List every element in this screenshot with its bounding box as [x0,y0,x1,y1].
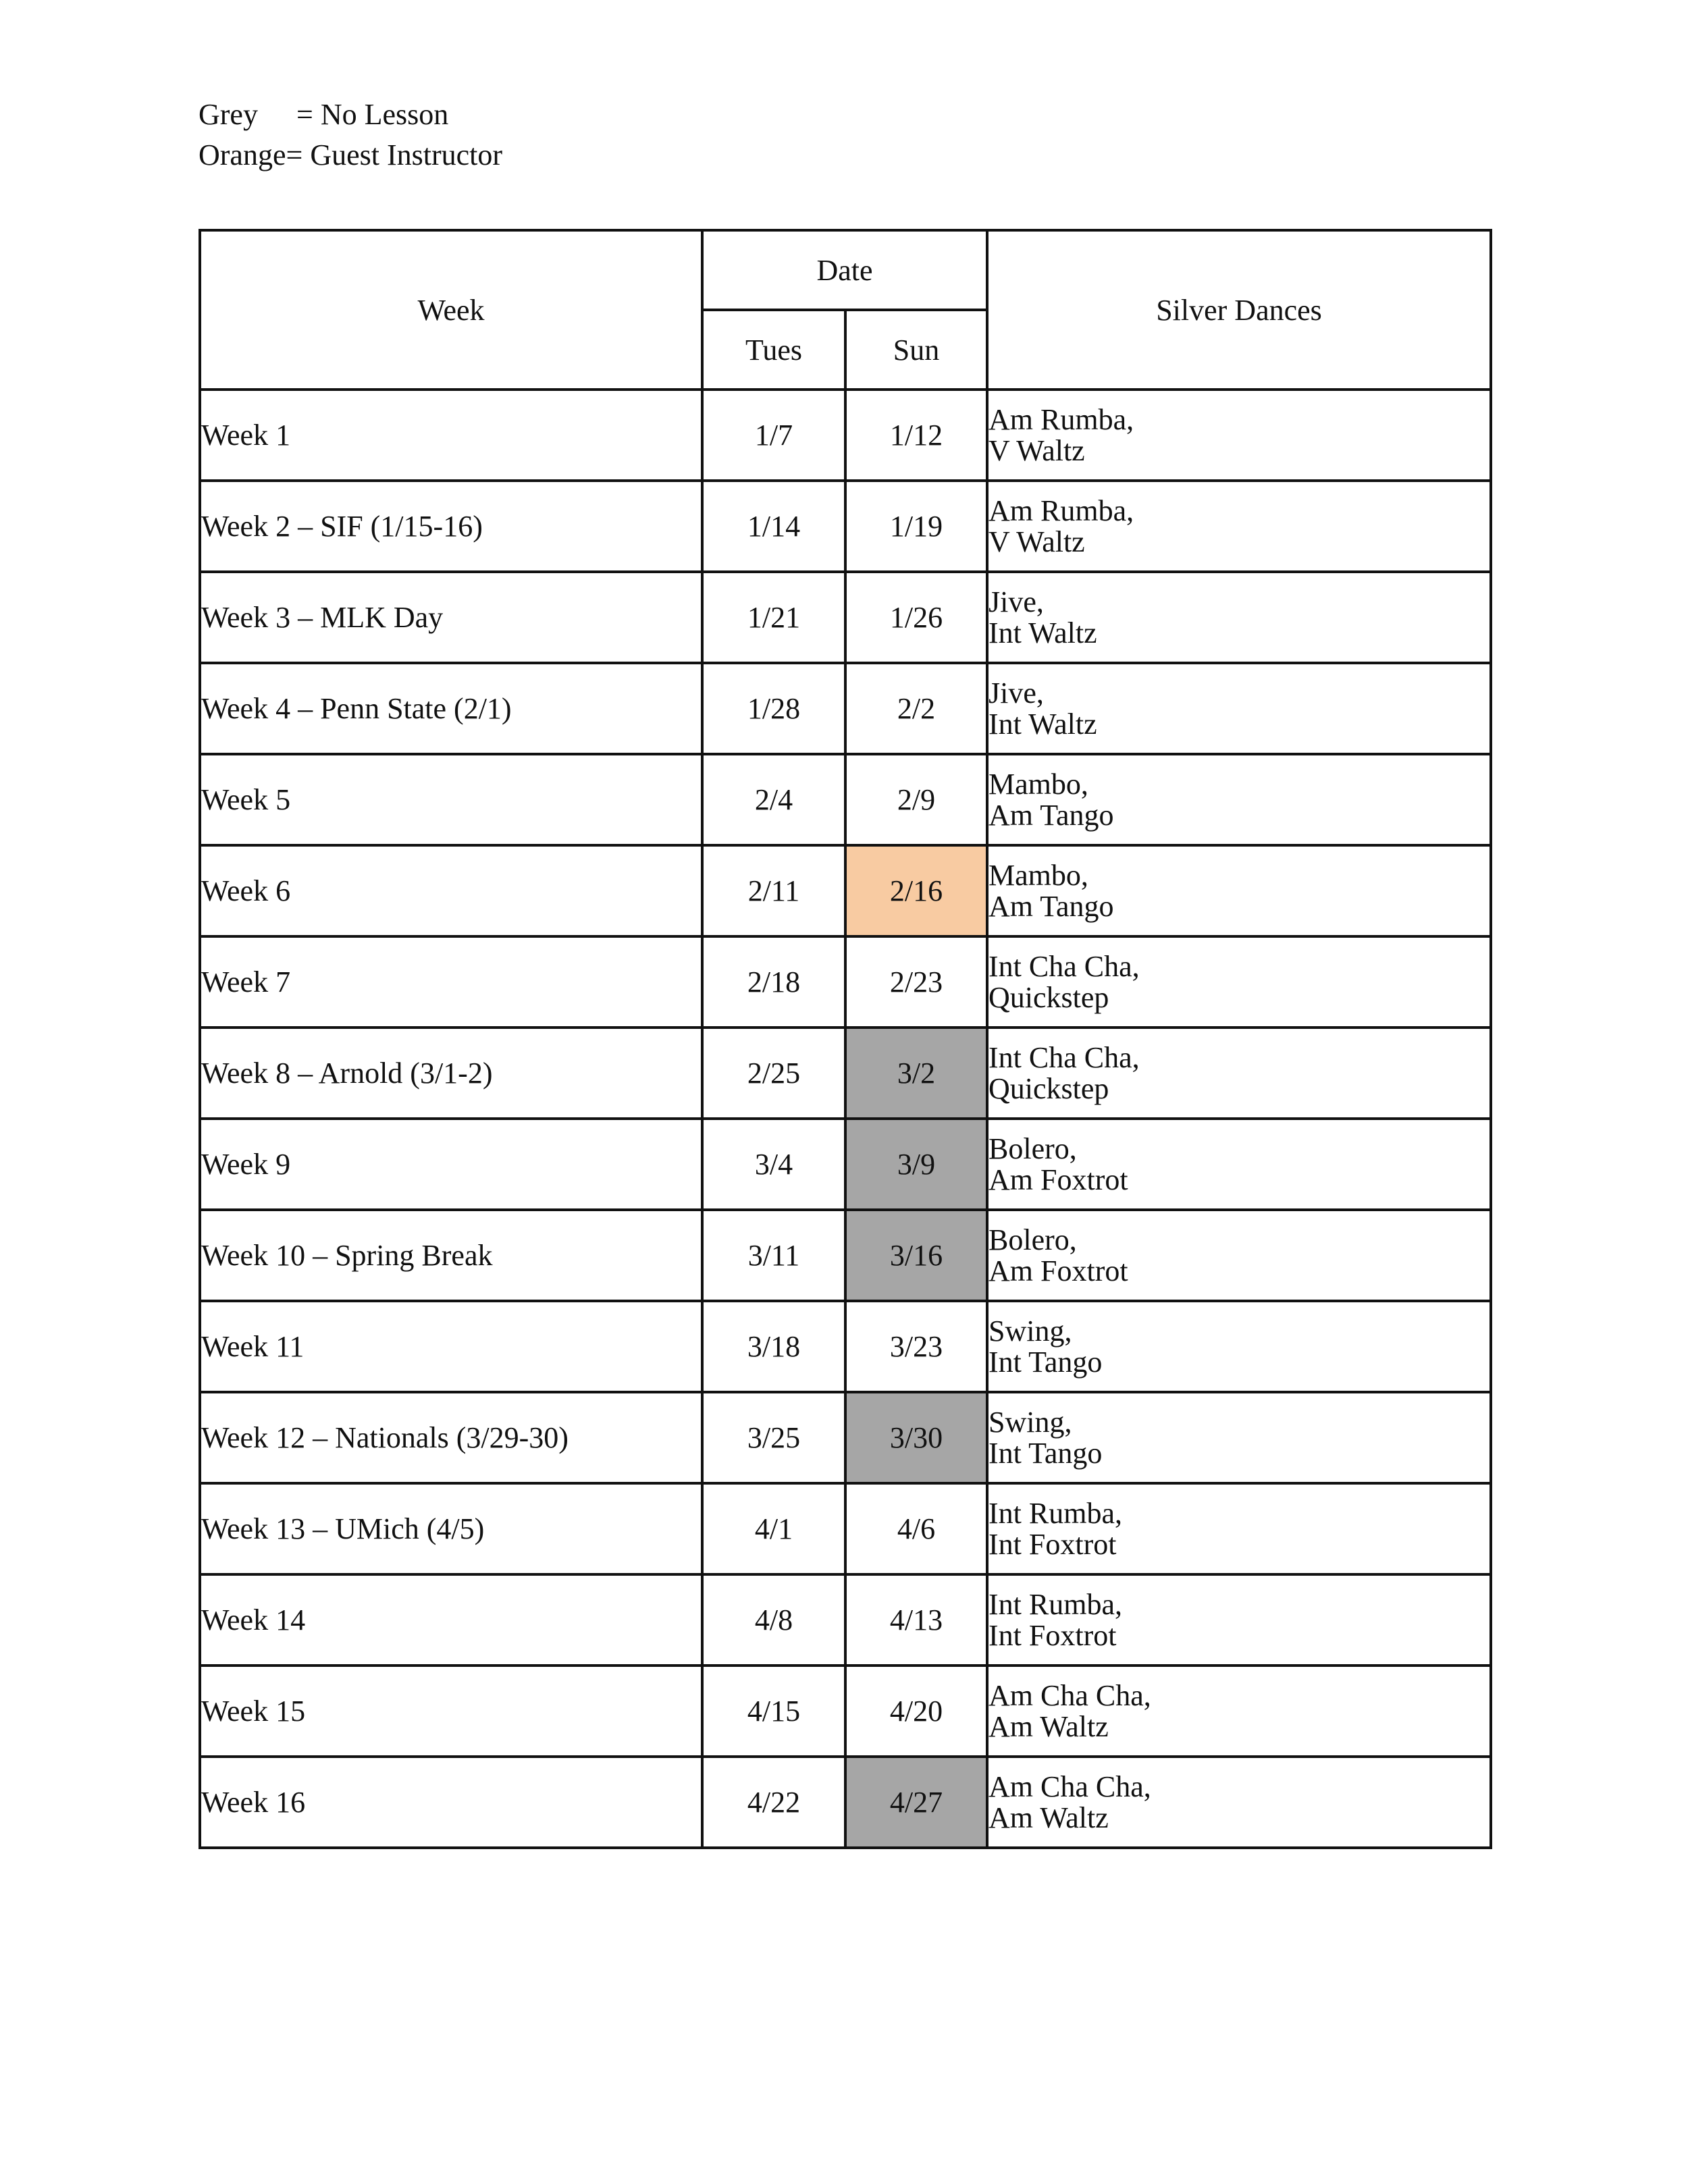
table-row [200,1666,1491,1757]
sun-date-cell: 3/2 [845,1028,987,1119]
tues-date-cell: 1/21 [702,572,845,663]
week-cell: Week 6 [200,845,702,936]
silver-dances-cell [987,845,1491,936]
week-cell: Week 14 [200,1574,702,1666]
tues-date-cell: 2/11 [702,845,845,936]
tues-date-cell: 4/22 [702,1757,845,1848]
week-cell: Week 5 [200,754,702,845]
table-row [200,1574,1491,1666]
table-row [200,1028,1491,1119]
silver-dances-cell [987,572,1491,663]
legend-grey-value: = No Lesson [296,98,449,131]
sun-date-cell: 4/20 [845,1666,987,1757]
tues-date-cell: 4/15 [702,1666,845,1757]
table-row [200,845,1491,936]
tues-date-cell: 2/25 [702,1028,845,1119]
silver-dances-cell [987,1483,1491,1574]
sun-date-cell: 4/6 [845,1483,987,1574]
silver-dances-cell [987,390,1491,481]
sun-date-cell: 3/30 [845,1392,987,1483]
sun-date-cell: 2/2 [845,663,987,754]
dance-line-2: V Waltz [988,433,1085,467]
table-row [200,663,1491,754]
dance-line-1: Jive, [988,676,1044,710]
dance-line-2: Am Tango [988,798,1114,832]
silver-dances-cell [987,936,1491,1028]
legend-orange-value: = Guest Instructor [286,138,503,171]
table-row [200,754,1491,845]
sun-date-cell: 1/12 [845,390,987,481]
table-row [200,572,1491,663]
silver-dances-cell [987,1757,1491,1848]
dance-line-2: Quickstep [988,980,1109,1014]
week-cell: Week 15 [200,1666,702,1757]
tues-date-cell: 4/8 [702,1574,845,1666]
tues-date-cell: 3/18 [702,1301,845,1392]
silver-dances-cell [987,1210,1491,1301]
dance-line-1: Int Cha Cha, [988,1040,1140,1074]
dance-line-1: Mambo, [988,858,1088,892]
table-row [200,1757,1491,1848]
week-cell: Week 7 [200,936,702,1028]
dance-line-2: Int Foxtrot [988,1527,1117,1561]
sun-date-cell: 1/26 [845,572,987,663]
table-row [200,1119,1491,1210]
table-row [200,390,1491,481]
sun-date-cell: 3/16 [845,1210,987,1301]
silver-dances-cell [987,663,1491,754]
table-row [200,1483,1491,1574]
week-cell: Week 4 – Penn State (2/1) [200,663,702,754]
dance-line-1: Swing, [988,1314,1072,1348]
silver-dances-cell [987,754,1491,845]
dance-line-1: Int Cha Cha, [988,949,1140,983]
dance-line-2: Int Foxtrot [988,1618,1117,1652]
week-cell: Week 9 [200,1119,702,1210]
silver-dances-cell [987,1666,1491,1757]
sun-date-cell: 1/19 [845,481,987,572]
tues-date-cell: 3/4 [702,1119,845,1210]
week-cell: Week 11 [200,1301,702,1392]
header-silver-dances: Silver Dances [987,230,1491,390]
dance-line-2: Quickstep [988,1071,1109,1105]
week-cell: Week 8 – Arnold (3/1-2) [200,1028,702,1119]
week-cell: Week 13 – UMich (4/5) [200,1483,702,1574]
dance-line-1: Bolero, [988,1131,1077,1165]
legend-orange-key: Orange [199,138,286,171]
table-row [200,1301,1491,1392]
tues-date-cell: 1/7 [702,390,845,481]
dance-line-1: Am Cha Cha, [988,1678,1151,1712]
silver-dances-cell [987,1574,1491,1666]
dance-line-1: Jive, [988,585,1044,618]
silver-dances-cell [987,1119,1491,1210]
dance-line-1: Int Rumba, [988,1496,1122,1530]
dance-line-2: Am Waltz [988,1801,1109,1834]
header-week: Week [200,230,702,390]
header-date: Date [702,230,987,310]
sun-date-cell: 2/16 [845,845,987,936]
sun-date-cell: 4/27 [845,1757,987,1848]
week-cell: Week 12 – Nationals (3/29-30) [200,1392,702,1483]
sun-date-cell: 2/9 [845,754,987,845]
week-cell: Week 1 [200,390,702,481]
sun-date-cell: 3/23 [845,1301,987,1392]
silver-dances-cell [987,1392,1491,1483]
dance-line-2: Int Waltz [988,707,1097,741]
tues-date-cell: 4/1 [702,1483,845,1574]
dance-line-1: Bolero, [988,1223,1077,1256]
table-row [200,481,1491,572]
sun-date-cell: 3/9 [845,1119,987,1210]
legend [199,95,502,176]
tues-date-cell: 3/25 [702,1392,845,1483]
dance-line-2: Int Tango [988,1345,1103,1379]
header-tues: Tues [702,310,845,390]
table-row [200,1392,1491,1483]
tues-date-cell: 1/14 [702,481,845,572]
dance-line-1: Am Cha Cha, [988,1769,1151,1803]
dance-line-2: Am Foxtrot [988,1254,1128,1287]
sun-date-cell: 2/23 [845,936,987,1028]
legend-grey-key: Grey [199,98,258,131]
dance-line-2: Int Tango [988,1436,1103,1470]
sun-date-cell: 4/13 [845,1574,987,1666]
week-cell: Week 3 – MLK Day [200,572,702,663]
schedule-table [199,229,1492,1849]
dance-line-1: Int Rumba, [988,1587,1122,1621]
week-cell: Week 2 – SIF (1/15-16) [200,481,702,572]
dance-line-2: Int Waltz [988,616,1097,649]
dance-line-2: Am Waltz [988,1709,1109,1743]
table-row [200,936,1491,1028]
tues-date-cell: 2/18 [702,936,845,1028]
schedule-body [200,390,1491,1848]
week-cell: Week 16 [200,1757,702,1848]
legend-orange [199,135,502,176]
header-sun: Sun [845,310,987,390]
legend-grey [199,95,502,135]
tues-date-cell: 3/11 [702,1210,845,1301]
table-row [200,1210,1491,1301]
tues-date-cell: 2/4 [702,754,845,845]
dance-line-2: Am Foxtrot [988,1163,1128,1196]
week-cell: Week 10 – Spring Break [200,1210,702,1301]
dance-line-1: Am Rumba, [988,402,1134,436]
dance-line-2: Am Tango [988,889,1114,923]
silver-dances-cell [987,481,1491,572]
silver-dances-cell [987,1028,1491,1119]
dance-line-1: Mambo, [988,767,1088,801]
tues-date-cell: 1/28 [702,663,845,754]
silver-dances-cell [987,1301,1491,1392]
dance-line-1: Am Rumba, [988,494,1134,527]
header-row-top [200,230,1491,310]
dance-line-2: V Waltz [988,525,1085,558]
dance-line-1: Swing, [988,1405,1072,1439]
